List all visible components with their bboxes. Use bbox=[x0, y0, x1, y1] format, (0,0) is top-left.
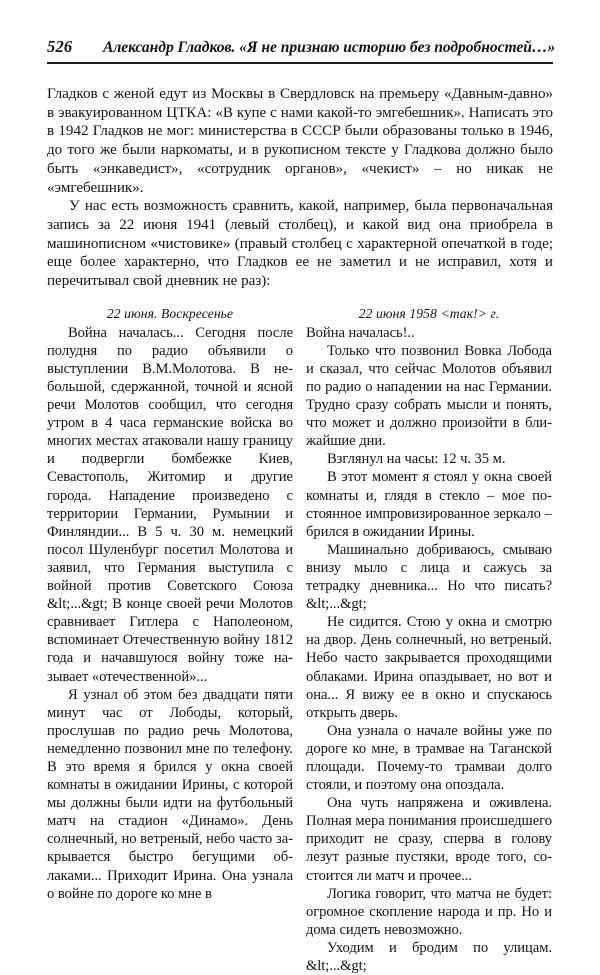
page-number: 526 bbox=[47, 37, 73, 56]
right-column-heading: 22 июня 1958 <так!> г. bbox=[358, 305, 500, 321]
intro-section bbox=[47, 85, 553, 291]
right-paragraph-1: Война началась!.. bbox=[306, 324, 415, 341]
running-head-title: Александр Гладков. «Я не признаю историю без подробностей…» bbox=[103, 39, 556, 56]
right-paragraph-6: Не сидится. Стою у окна и смотрю на двор. День солнечный, но ветреный. Небо часто закрывается проходящими облаками. Ирина опаздывает, но вот и она... Я вижу ее в окно и спускаюсь открыть дверь. bbox=[306, 614, 552, 721]
right-paragraph-7: Она узнала о начале войны уже по дороге ко мне, в трамвае на Таганской площади. Почему-то трамваи долго стояли, и поэтому она опоздала. bbox=[306, 722, 552, 794]
right-paragraph-10: Уходим и бродим по улицам. &lt;...&gt; bbox=[306, 939, 552, 975]
left-paragraph-2: Я узнал об этом без двадцати пяти минут час от Лободы, который, прослушав по радио речь Молотова, немедленно позвонил мне по телефону. В это время я брился у окна своей комнаты в ожидании Ирины, с которой мы должны были идти на футбольный матч на стадион «Динамо». День солнечный, но ветреный, небо часто закрывается быстро бегущими облаками... Приходит Ирина. Она узнала о войне по дороге ко мне в bbox=[47, 686, 293, 902]
right-paragraph-5: Машинально добриваюсь, смываю внизу мыло с лица и сажусь за тетрадку дневника... Но что писать? &lt;...&gt; bbox=[306, 541, 552, 613]
right-paragraph-9: Логика говорит, что матча не будет: огромное скопление народа и пр. Но и дома сидеть невозможно. bbox=[306, 885, 552, 938]
intro-paragraph-1: Гладков с женой едут из Москвы в Свердловск на премьеру «Давным-давно» в эвакуированном ЦТКА: «В купе с нами какой-то эмгебешник». Написать это в 1942 Гладков не мог: министерства в СССР были образованы только в 1946, до того же были наркоматы, и в рукописном тексте у Гладкова должно было быть «энкаведист», «сотрудник органов», «чекист» – но никак не «эмгебешник». bbox=[47, 86, 553, 196]
running-head bbox=[47, 37, 556, 57]
right-paragraph-3: Взглянул на часы: 12 ч. 35 м. bbox=[327, 451, 506, 468]
right-paragraph-8: Она чуть напряжена и оживлена. Полная мера понимания происшедшего приходит не сразу, сперва в голову лезут разные пустяки, вроде того, состоится ли матч и прочее... bbox=[306, 795, 552, 884]
right-paragraph-2: Только что позвонил Вовка Лобода и сказал, что сейчас Молотов объявил по радио о нападении на нас Германии. Трудно сразу собрать мысли и понять, что может и должно произойти в ближайшие дни. bbox=[306, 342, 552, 450]
diary-comparison bbox=[47, 306, 553, 975]
page bbox=[47, 0, 556, 975]
left-column-heading: 22 июня. Воскресенье bbox=[106, 305, 234, 321]
diary-column-right bbox=[306, 306, 552, 975]
left-paragraph-1: Война началась... Сегодня после полудня по радио объявили о выступлении В.М.Молотова. В небольшой, сдержанной, точной и ясной речи Молотов сообщил, что сегодня утром в 4 часа германские войска во многих местах атаковали нашу границу и подвергли бомбежке Киев, Севастополь, Житомир и другие города. Нападение произведено с территории Германии, Румынии и Финляндии... В 5 ч. 30 м. немецкий посол Шуленбург посетил Молотова и заявил, что Германия выступила с войной против Советского Союза &lt;...&gt; В конце своей речи Молотов сравнивает Гитлера с Наполеоном, вспоминает Отечественную войну 1812 года и начавшуюся войну тоже называет «отечественной»... bbox=[47, 324, 293, 685]
diary-column-left bbox=[47, 306, 293, 903]
right-paragraph-4: В этот момент я стоял у окна своей комнаты и, глядя в стекло – мое постоянное импровизированное зеркало – брился в ожидании Ирины. bbox=[306, 469, 552, 540]
header-divider bbox=[47, 62, 553, 64]
intro-paragraph-2: У нас есть возможность сравнить, какой, например, была первоначальная запись за 22 июня 1941 (левый столбец), и какой вид она приобрела в машинописном «чистовике» (правый столбец с характерной опечаткой в годе; еще более характерно, что Гладков ее не заметил и не исправил, хотя и перечитывал свой дневник не раз): bbox=[47, 198, 553, 290]
